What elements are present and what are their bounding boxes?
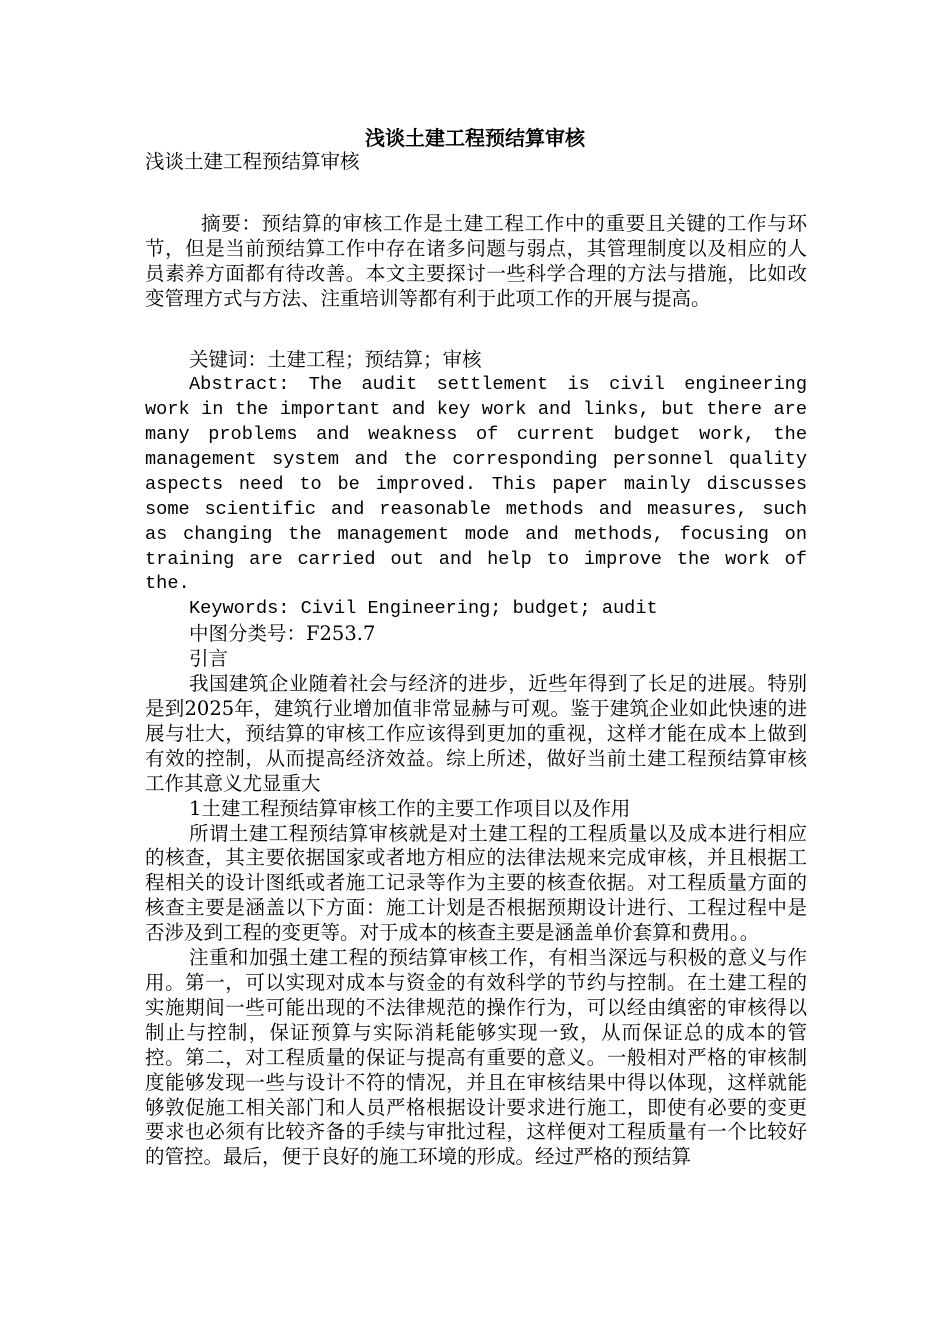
document-subtitle: 浅谈土建工程预结算审核	[145, 150, 360, 173]
document-body	[145, 150, 807, 1170]
intro-heading: 引言	[189, 647, 229, 671]
classification-number: 中图分类号：F253.7	[189, 622, 376, 646]
intro-paragraph: 我国建筑企业随着社会与经济的进步，近些年得到了长足的进展。特别是到2025年，建筑行业增加值非常显赫与可观。鉴于建筑企业如此快速的进展与壮大，预结算的审核工作应该得到更加的重视，这样才能在成本上做到有效的控制，从而提高经济效益。综上所述，做好当前土建工程预结算审核工作其意义尤显重大	[145, 672, 807, 795]
spacer	[145, 200, 807, 212]
abstract-chinese: 摘要：预结算的审核工作是土建工程工作中的重要且关键的工作与环节，但是当前预结算工作中存在诸多问题与弱点，其管理制度以及相应的人员素养方面都有待改善。本文主要探讨一些科学合理的方法与措施，比如改变管理方式与方法、注重培训等都有利于此项工作的开展与提高。	[145, 211, 807, 310]
spacer	[145, 311, 807, 336]
section-1-paragraph-2: 注重和加强土建工程的预结算审核工作，有相当深远与积极的意义与作用。第一，可以实现对成本与资金的有效科学的节约与控制。在土建工程的实施期间一些可能出现的不法律规范的操作行为，可以经由缜密的审核得以制止与控制，保证预算与实际消耗能够实现一致，从而保证总的成本的管控。第二，对工程质量的保证与提高有重要的意义。一般相对严格的审核制度能够发现一些与设计不符的情况，并且在审核结果中得以体现，这样就能够敦促施工相关部门和人员严格根据设计要求进行施工，即使有必要的变更要求也必须有比较齐备的手续与审批过程，这样便对工程质量有一个比较好的管控。最后，便于良好的施工环境的形成。经过严格的预结算	[145, 946, 807, 1169]
section-1-paragraph-1: 所谓土建工程预结算审核就是对土建工程的工程质量以及成本进行相应的核查，其主要依据国家或者地方相应的法律法规来完成审核，并且根据工程相关的设计图纸或者施工记录等作为主要的核查依据。对工程质量方面的核查主要是涵盖以下方面：施工计划是否根据预期设计进行、工程过程中是否涉及到工程的变更等。对于成本的核查主要是涵盖单价套算和费用。。	[145, 821, 807, 945]
document-title: 浅谈土建工程预结算审核	[365, 126, 585, 150]
spacer	[145, 175, 807, 200]
section-1-heading: 1土建工程预结算审核工作的主要工作项目以及作用	[189, 796, 631, 820]
keywords-english: Keywords: Civil Engineering; budget; audit	[189, 598, 658, 620]
abstract-english: Abstract: The audit settlement is civil engineering work in the important and key work and links, but there are many problems and weakness of current budget work, the management system and the corresponding personnel quality aspects need to be improved. This paper mainly discusses some scientific and reasonable methods and measures, such as changing the management mode and methods, focusing on training are carried out and help to improve the work of the.	[145, 374, 807, 595]
spacer	[145, 336, 807, 348]
keywords-chinese: 关键词：土建工程；预结算；审核	[189, 348, 482, 372]
